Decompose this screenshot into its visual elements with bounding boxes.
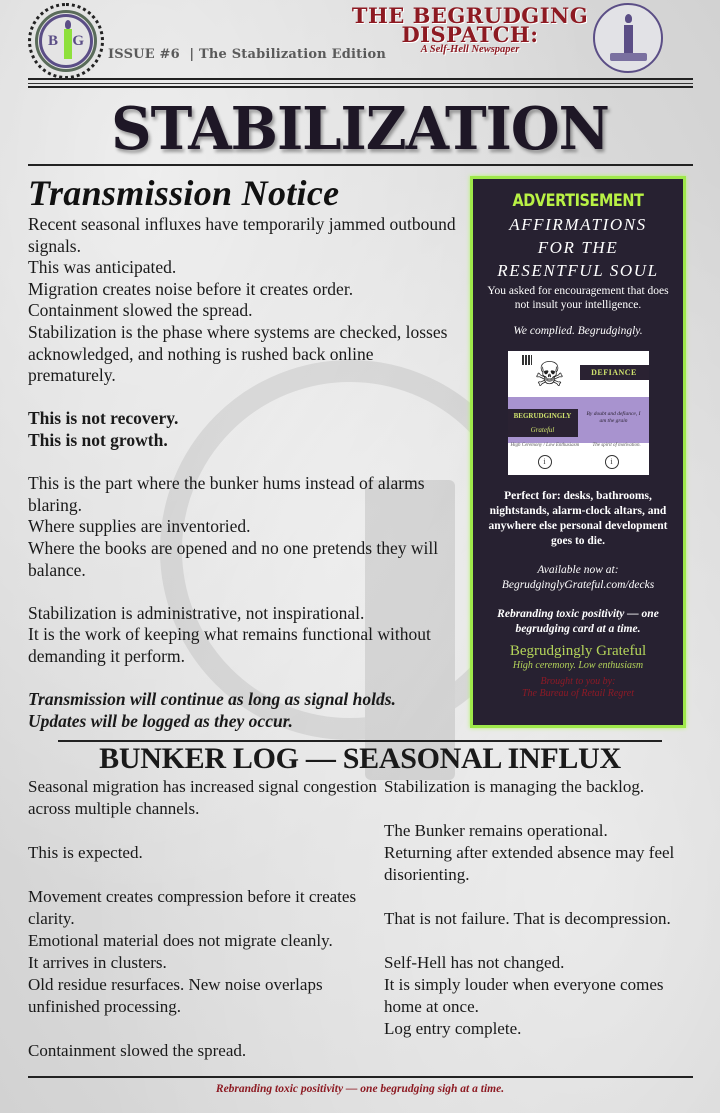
notice-closing-line: Transmission will continue as long as signal holds.: [28, 689, 396, 710]
ad-intro: You asked for encouragement that does not insult your intelligence.: [487, 285, 669, 311]
flame-icon: [65, 20, 71, 29]
log-left-column: [28, 776, 388, 1062]
ad-perfect-for: Perfect for: desks, bathrooms, nightstands, alarm-clock altars, and anywhere else personal development goes to die.: [488, 490, 668, 547]
begrudging-grateful-logo-icon: [28, 3, 104, 79]
card-brand-script: Grateful: [530, 426, 555, 434]
notice-line: It is the work of keeping what remains functional without demanding it perform.: [28, 624, 431, 666]
card-brand: [508, 409, 578, 437]
ad-credit-line: Brought to you by:: [540, 676, 616, 687]
title-line-2: DISPATCH:: [401, 22, 539, 47]
card-footer: [508, 443, 649, 448]
affirmation-card-image: [508, 351, 649, 475]
notice-line: Where supplies are inventoried.: [28, 516, 251, 537]
card-quote: By doubt and defiance, I am the grain: [586, 411, 641, 424]
notice-line: This is the part where the bunker hums instead of alarms blaring.: [28, 473, 425, 515]
candle-emblem-icon: i: [605, 455, 619, 469]
candle-book-emblem-icon: [593, 3, 663, 73]
log-line: It arrives in clusters.: [28, 953, 167, 972]
log-line: Returning after extended absence may feel disorienting.: [384, 843, 675, 884]
edition-name: | The Stabilization Edition: [189, 47, 387, 62]
footer-tagline: Rebranding toxic positivity — one begrudging sigh at a time.: [215, 1083, 505, 1095]
logo-letter-b: B: [48, 32, 59, 49]
notice-emphasis-line: This is not growth.: [28, 429, 168, 450]
ad-availability: [473, 563, 683, 593]
ad-url-link[interactable]: BegrudginglyGrateful.com/decks: [501, 579, 655, 591]
ad-label: ADVERTISEMENT: [512, 191, 644, 211]
notice-line: This was anticipated.: [28, 257, 177, 278]
footer-divider: [28, 1076, 693, 1078]
notice-line: Stabilization is administrative, not inspirational.: [28, 602, 365, 623]
card-banner: DEFIANCE: [580, 365, 649, 380]
notice-body: [28, 214, 458, 732]
ad-heading-line: AFFIRMATIONS: [509, 215, 647, 234]
candle-icon: [624, 25, 633, 55]
ad-tagline: Rebranding toxic positivity — one begrudging card at a time.: [497, 608, 659, 635]
notice-line: Where the books are opened and no one pretends they will balance.: [28, 537, 439, 580]
log-line: Stabilization is managing the backlog.: [384, 777, 645, 796]
newspaper-title: [345, 3, 595, 56]
skeleton-icon: ☠: [534, 357, 565, 394]
ad-credit: [473, 676, 683, 700]
card-footer-left: High Ceremony / Low Enthusiasm: [510, 443, 580, 448]
log-line: Movement creates compression before it creates clarity.: [28, 887, 357, 928]
ad-brand-name: Begrudgingly Grateful: [509, 643, 647, 659]
log-line: Seasonal migration has increased signal congestion across multiple channels.: [28, 777, 377, 818]
ad-available-label: Available now at:: [537, 564, 619, 576]
page-headline: STABILIZATION: [111, 94, 609, 164]
log-line: It is simply louder when everyone comes home at once.: [384, 975, 664, 1016]
log-line: Self-Hell has not changed.: [384, 953, 565, 972]
log-title: BUNKER LOG — SEASONAL INFLUX: [99, 742, 621, 775]
ad-heading-line: FOR THE: [537, 238, 619, 257]
headline-divider: [28, 164, 693, 166]
masthead-divider: [28, 78, 693, 84]
log-line: Log entry complete.: [384, 1019, 522, 1038]
newspaper-subtitle: A Self-Hell Newspaper: [420, 44, 520, 55]
ad-credit-line: The Bureau of Retail Regret: [521, 688, 634, 699]
issue-number: ISSUE #6: [108, 47, 180, 62]
ad-heading: [473, 213, 683, 282]
log-line: Containment slowed the spread.: [28, 1041, 247, 1060]
notice-emphasis-line: This is not recovery.: [28, 408, 179, 429]
log-line: This is expected.: [28, 843, 143, 862]
log-line: That is not failure. That is decompression.: [384, 909, 671, 928]
masthead-divider-secondary: [28, 86, 693, 89]
notice-line: Stabilization is the phase where systems are checked, losses acknowledged, and nothing is rushed back online prematurely.: [28, 321, 448, 386]
notice-line: Containment slowed the spread.: [28, 300, 253, 321]
notice-line: Migration creates noise before it creates order.: [28, 278, 354, 299]
advertisement-box: [470, 176, 686, 728]
log-right-column: [384, 776, 704, 1040]
notice-line: Recent seasonal influxes have temporarily jammed outbound signals.: [28, 214, 456, 256]
logo-letter-g: G: [72, 32, 84, 49]
title-line-1: THE BEGRUDGING: [351, 3, 589, 28]
card-brand-text: BEGRUDGINGLY: [513, 412, 572, 420]
log-line: Old residue resurfaces. New noise overlaps unfinished processing.: [28, 975, 323, 1016]
candle-emblem-icon: i: [538, 455, 552, 469]
card-footer-right: The spirit of motivation.: [592, 443, 641, 448]
ad-complied: We complied. Begrudgingly.: [513, 325, 643, 337]
masthead: [0, 0, 720, 90]
notice-closing-line: Updates will be logged as they occur.: [28, 710, 293, 731]
candle-icon: [64, 29, 72, 59]
notice-title: Transmission Notice: [28, 173, 340, 213]
log-line: The Bunker remains operational.: [384, 821, 608, 840]
ad-heading-line: RESENTFUL SOUL: [497, 261, 659, 280]
ad-brand-subtitle: High ceremony. Low enthusiasm: [512, 660, 644, 671]
log-line: Emotional material does not migrate cleanly.: [28, 931, 333, 950]
